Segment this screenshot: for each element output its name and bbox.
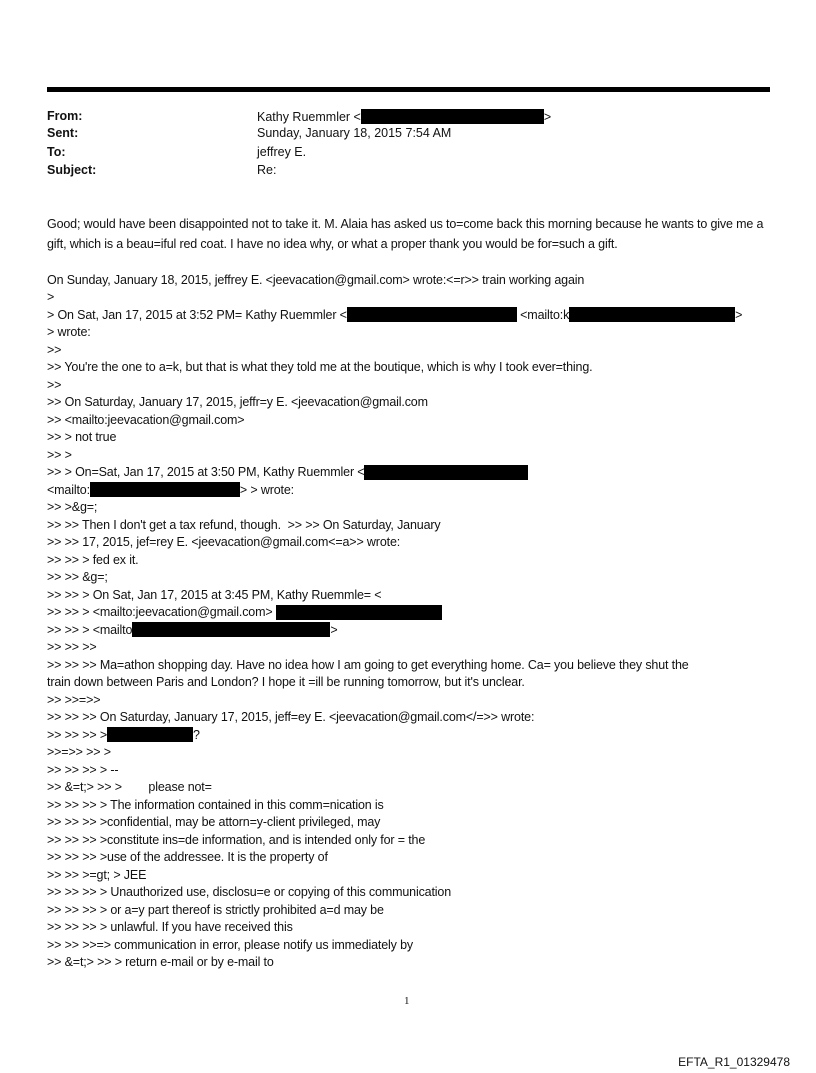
- line-text: >> >> >> > unlawful. If you have received this: [47, 920, 293, 934]
- line-text: >> > On=Sat, Jan 17, 2015 at 3:50 PM, Kathy Ruemmler <: [47, 465, 365, 479]
- thread-line: [47, 481, 294, 498]
- redaction: [276, 605, 442, 620]
- thread-line: [47, 586, 381, 603]
- line-text: >> >> >> Ma=athon shopping day. Have no idea how I am going to get everything home. Ca= you believe they shut the: [47, 657, 689, 672]
- redaction: [347, 307, 517, 322]
- line-text: >> &=t;> >> > please not=: [47, 780, 212, 794]
- to-row: [47, 145, 306, 159]
- line-text: On Sunday, January 18, 2015, jeffrey E. <jeevacation@gmail.com> wrote:<=r>> train working again: [47, 272, 585, 287]
- line-text: train down between Paris and London? I hope it =ill be running tomorrow, but it's unclear.: [47, 675, 525, 689]
- to-label: To:: [47, 145, 66, 159]
- line-text: <mailto:k: [516, 307, 570, 322]
- line-text: >>=>> >> >: [47, 745, 111, 759]
- line-text: >> >>=>>: [47, 692, 101, 707]
- line-text: >> You're the one to a=k, but that is what they told me at the boutique, which is why I took ever=thing.: [47, 360, 593, 374]
- line-text: >> >> >> On Saturday, January 17, 2015, jeff=ey E. <jeevacation@gmail.com</=>> wrote:: [47, 710, 535, 724]
- line-text: >> >> >> >confidential, may be attorn=y-client privileged, may: [47, 815, 381, 829]
- line-text: >> >&g=;: [47, 500, 98, 514]
- thread-line: [47, 341, 61, 358]
- thread-line: [47, 831, 425, 848]
- thread-line: [47, 359, 592, 376]
- line-text: <mailto:: [47, 482, 90, 497]
- thread-line: [47, 866, 146, 883]
- document-id: EFTA_R1_01329478: [678, 1055, 790, 1069]
- line-text: >> On Saturday, January 17, 2015, jeffr=y E. <jeevacation@gmail.com: [47, 395, 428, 409]
- thread-line: [47, 639, 97, 656]
- line-text: >: [330, 622, 338, 637]
- thread-line: [47, 499, 97, 516]
- line-text: >> >> >> >use of the addressee. It is the property of: [47, 850, 328, 864]
- thread-line: [47, 289, 54, 306]
- line-text: > > wrote:: [239, 482, 295, 497]
- thread-line: [47, 376, 61, 393]
- line-text: >> <mailto:jeevacation@gmail.com>: [47, 412, 245, 427]
- subject-row: [47, 163, 276, 177]
- subject-value: Re:: [257, 163, 277, 177]
- thread-line: [47, 306, 742, 323]
- line-text: >: [47, 290, 55, 304]
- line-text: > On Sat, Jan 17, 2015 at 3:52 PM= Kathy Ruemmler <: [47, 307, 347, 322]
- thread-line: [47, 761, 118, 778]
- line-text: >> >> >=gt; > JEE: [47, 867, 147, 882]
- sent-value: Sunday, January 18, 2015 7:54 AM: [257, 126, 452, 140]
- line-text: >> >> Then I don't get a tax refund, though. >> >> On Saturday, January: [47, 517, 441, 532]
- line-text: >> >> >> > or a=y part thereof is strictly prohibited a=d may be: [47, 902, 384, 917]
- thread-line: [47, 464, 528, 481]
- line-text: >> >> &g=;: [47, 570, 108, 584]
- thread-line: [47, 324, 91, 341]
- redaction: [107, 727, 193, 742]
- thread-line: [47, 534, 400, 551]
- thread-line: [47, 954, 274, 971]
- redaction: [361, 109, 544, 124]
- line-text: > wrote:: [47, 325, 91, 339]
- line-text: >> >> 17, 2015, jef=rey E. <jeevacation@gmail.com<=a>> wrote:: [47, 535, 401, 549]
- header-rule: [47, 87, 770, 92]
- thread-line: [47, 901, 384, 918]
- thread-line: [47, 569, 108, 586]
- line-text: >> >> > <mailto: [47, 622, 133, 637]
- subject-label: Subject:: [47, 163, 97, 177]
- thread-line: [47, 604, 442, 621]
- line-text: >> > not true: [47, 430, 117, 444]
- from-row: [47, 109, 551, 124]
- line-text: >> >: [47, 447, 72, 462]
- line-text: >: [735, 307, 743, 322]
- thread-line: [47, 849, 328, 866]
- line-text: >> >> > fed ex it.: [47, 552, 139, 567]
- line-text: >> &=t;> >> > return e-mail or by e-mail to: [47, 955, 274, 969]
- from-value: Kathy Ruemmler <: [257, 109, 361, 124]
- line-text: >> >> >> > The information contained in this comm=nication is: [47, 797, 384, 812]
- line-text: ?: [193, 727, 200, 742]
- from-label: From:: [47, 109, 83, 123]
- redaction: [90, 482, 240, 497]
- thread-line: [47, 271, 584, 288]
- line-text: >> >> >> > --: [47, 762, 119, 777]
- line-text: >> >> > On Sat, Jan 17, 2015 at 3:45 PM, Kathy Ruemmle= <: [47, 587, 382, 602]
- to-value: jeffrey E.: [257, 145, 307, 159]
- line-text: >>: [47, 342, 62, 357]
- redaction: [364, 465, 528, 480]
- thread-line: [47, 446, 72, 463]
- thread-line: [47, 919, 293, 936]
- thread-line: [47, 779, 212, 796]
- thread-line: [47, 429, 116, 446]
- message-body: Good; would have been disappointed not to take it. M. Alaia has asked us to=come back this morning because he wants to give me a gift, which is a beau=iful red coat. I have no idea why, or what a proper thank you would be for=such a gift.: [47, 217, 764, 251]
- thread-line: [47, 796, 384, 813]
- line-text: >> >> >>: [47, 640, 97, 654]
- line-text: >> >> >> >: [47, 727, 108, 742]
- thread-line: [47, 394, 428, 411]
- from-end: >: [543, 109, 552, 124]
- thread-line: [47, 621, 337, 638]
- line-text: >> >> >>=> communication in error, please notify us immediately by: [47, 937, 413, 952]
- thread-line: [47, 411, 244, 428]
- thread-line: [47, 744, 111, 761]
- sent-label: Sent:: [47, 126, 79, 140]
- page-number: 1: [404, 995, 410, 1007]
- line-text: >> >> > <mailto:jeevacation@gmail.com>: [47, 605, 276, 619]
- thread-line: [47, 709, 534, 726]
- redaction: [132, 622, 330, 637]
- line-text: >> >> >> >constitute ins=de information, and is intended only for = the: [47, 832, 426, 847]
- thread-line: [47, 814, 380, 831]
- redaction: [569, 307, 735, 322]
- thread-line: [47, 884, 451, 901]
- thread-line: [47, 674, 525, 691]
- line-text: >>: [47, 377, 62, 392]
- thread-line: [47, 516, 441, 533]
- thread-line: [47, 936, 413, 953]
- thread-line: [47, 691, 100, 708]
- sent-row: [47, 126, 451, 140]
- thread-line: [47, 551, 138, 568]
- line-text: >> >> >> > Unauthorized use, disclosu=e or copying of this communication: [47, 885, 452, 899]
- thread-line: [47, 726, 200, 743]
- thread-line: [47, 656, 689, 673]
